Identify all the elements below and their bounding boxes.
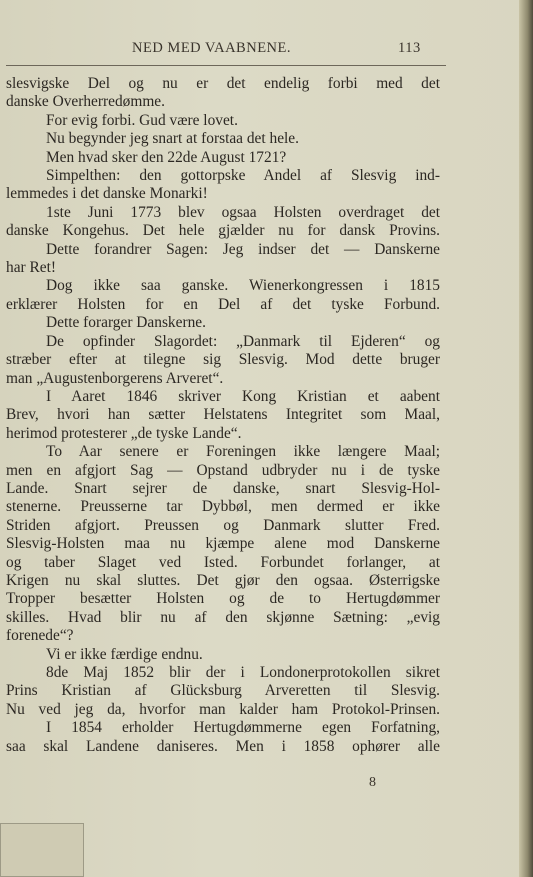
text-line: Dette forarger Danskerne. [46,314,206,332]
text-line: skilles. Hvad blir nu af den skjønne Sætning: „evig [6,608,440,626]
text-line: For evig forbi. Gud være lovet. [46,111,238,129]
signature-mark: 8 [369,775,376,790]
text-line: lemmedes i det danske Monarki! [6,185,208,203]
text-line: Tropper besætter Holsten og de to Hertugdømmer [6,590,440,608]
text-line: Striden afgjort. Preussen og Danmark slutter Fred. [6,516,440,534]
text-line: Dog ikke saa ganske. Wienerkongressen i 1815 [46,277,440,295]
page-number: 113 [398,40,421,56]
text-line: I Aaret 1846 skriver Kong Kristian et aabent [46,387,440,405]
text-line: slesvigske Del og nu er det endelig forbi med det [6,75,440,92]
running-title: NED MED VAABNENE. [132,40,292,56]
text-line: I 1854 erholder Hertugdømmerne egen Forfatning, [46,719,440,737]
text-line: saa skal Landene daniseres. Men i 1858 ophører alle [6,737,440,755]
text-line: man „Augustenborgerens Arveret“. [6,369,224,387]
text-line: danske Overherredømme. [6,93,165,111]
text-line: stræber efter at tilegne sig Slesvig. Mod dette bruger [6,351,440,369]
text-line: herimod protesterer „de tyske Lande“. [6,424,242,442]
text-line: Prins Kristian af Glücksburg Arveretten til Slesvig. [6,682,440,700]
text-line: Krigen nu skal sluttes. Det gjør den ogsaa. Østerrigske [6,571,440,589]
text-line: Nu begynder jeg snart at forstaa det hele. [46,130,299,148]
text-line: Vi er ikke færdige endnu. [46,645,203,663]
text-line: men en afgjort Sag — Opstand udbryder nu i de tyske [6,461,440,479]
text-line: har Ret! [6,259,56,277]
text-line: Nu ved jeg da, hvorfor man kalder ham Protokol-Prinsen. [6,700,440,718]
text-line: stenerne. Preusserne tar Dybbøl, men dermed er ikke [6,498,440,516]
header-rule [6,65,446,66]
text-line: danske Kongehus. Det hele gjælder nu for dansk Provins. [6,222,440,240]
page-edge-shadow [519,0,533,877]
text-line: erklærer Holsten for en Del af det tyske Forbund. [6,295,440,313]
text-line: forenede“? [6,627,74,645]
text-line: Slesvig-Holsten maa nu kjæmpe alene mod Danskerne [6,535,440,553]
text-line: og taber Slaget ved Isted. Forbundet forlanger, at [6,553,440,571]
text-line: 1ste Juni 1773 blev ogsaa Holsten overdraget det [46,203,440,221]
text-line: Simpelthen: den gottorpske Andel af Slesvig ind- [46,167,440,185]
text-line: De opfinder Slagordet: „Danmark til Ejderen“ og [46,332,440,350]
text-line: To Aar senere er Foreningen ikke længere Maal; [46,443,440,461]
text-line: Men hvad sker den 22de August 1721? [46,148,287,166]
text-line: Lande. Snart sejrer de danske, snart Slesvig-Hol- [6,479,440,497]
text-line: Brev, hvori han sætter Helstatens Integritet som Maal, [6,406,440,424]
running-header [0,38,533,60]
library-stamp-area [0,823,84,877]
text-line: Dette forandrer Sagen: Jeg indser det — Danskerne [46,240,440,258]
body-text [6,75,440,756]
text-line: 8de Maj 1852 blir der i Londonerprotokollen sikret [46,664,440,681]
